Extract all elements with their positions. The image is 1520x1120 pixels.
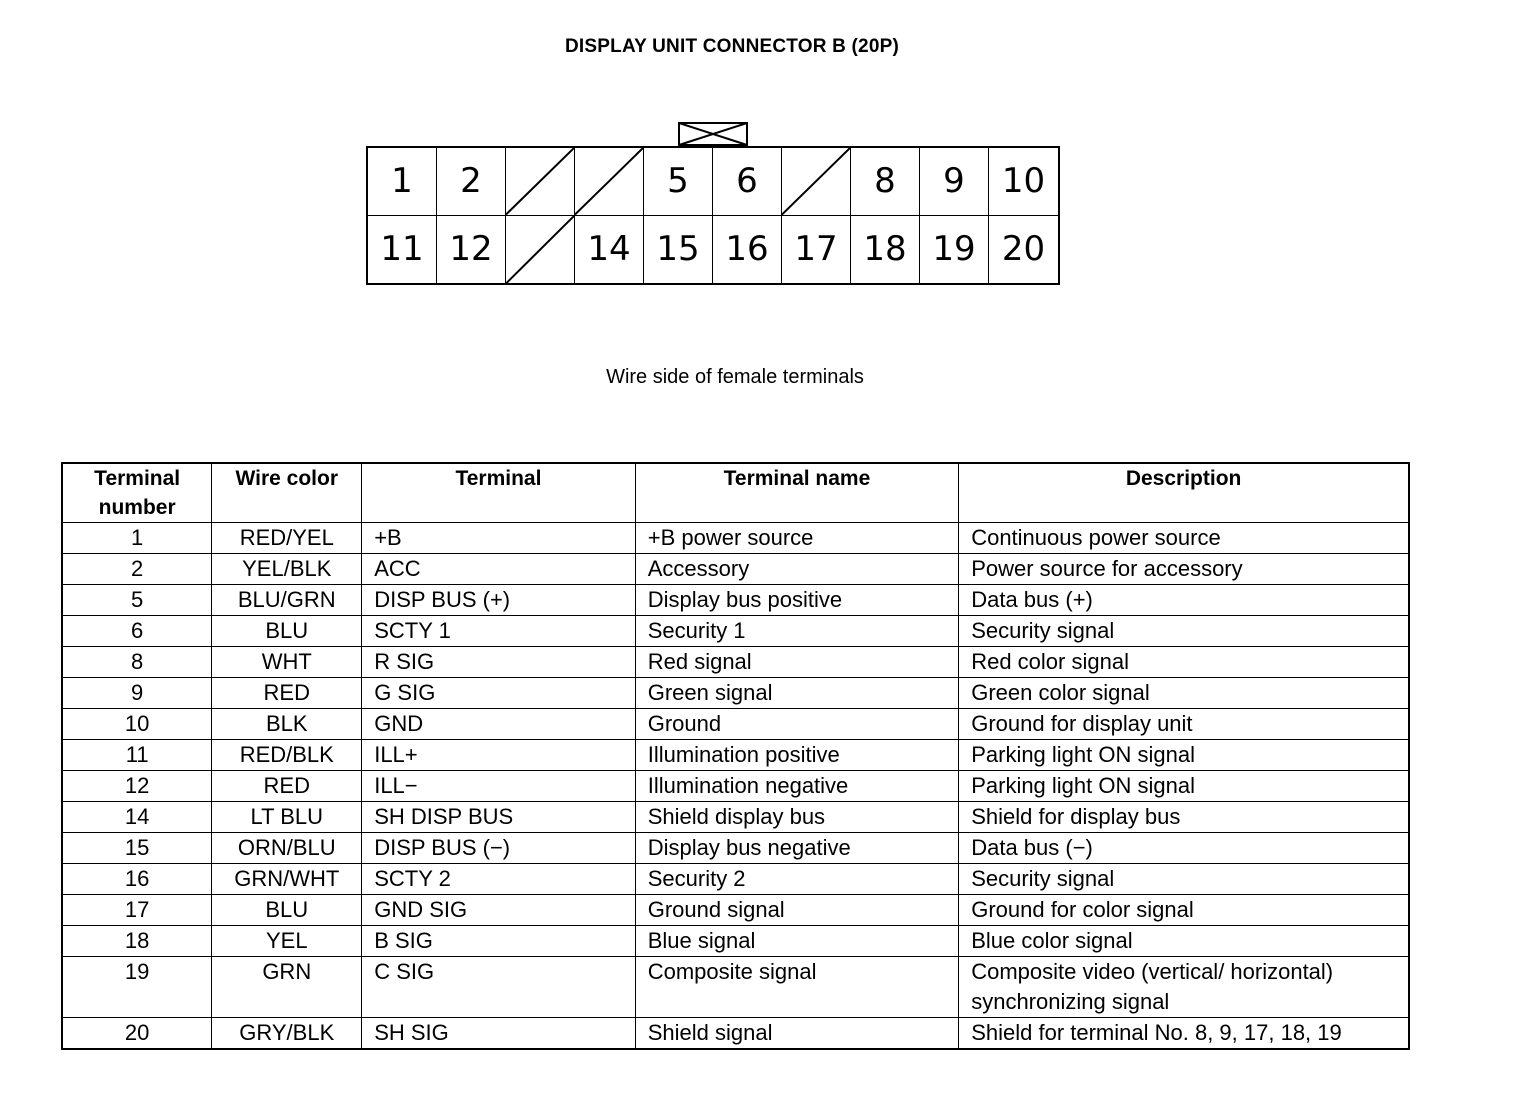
cell-terminal: ILL+ — [362, 740, 636, 771]
cell-terminal: SCTY 1 — [362, 616, 636, 647]
cell-wire-color: YEL/BLK — [212, 554, 362, 585]
header-terminal-name: Terminal name — [635, 463, 958, 523]
cell-description: Red color signal — [959, 647, 1409, 678]
cell-terminal: R SIG — [362, 647, 636, 678]
cell-description: Parking light ON signal — [959, 771, 1409, 802]
cell-wire-color: RED — [212, 771, 362, 802]
table-row — [62, 833, 1409, 864]
cell-wire-color: RED — [212, 678, 362, 709]
connector-caption: Wire side of female terminals — [606, 366, 864, 388]
connector-pin — [920, 216, 989, 284]
table-row — [62, 864, 1409, 895]
connector-cell-empty — [782, 148, 851, 216]
table-row — [62, 926, 1409, 957]
cell-terminal: B SIG — [362, 926, 636, 957]
table-row — [62, 523, 1409, 554]
cell-terminal-number: 8 — [62, 647, 212, 678]
connector-cell-empty — [575, 148, 644, 216]
connector-pin-label: 15 — [656, 229, 700, 270]
cell-description: Power source for accessory — [959, 554, 1409, 585]
cell-terminal-number: 1 — [62, 523, 212, 554]
table-header-row — [62, 463, 1409, 523]
connector-cell-empty — [506, 148, 575, 216]
cell-terminal: SCTY 2 — [362, 864, 636, 895]
cell-terminal-number: 11 — [62, 740, 212, 771]
connector-pin — [713, 148, 782, 216]
header-wire-color: Wire color — [212, 463, 362, 523]
connector-pin — [920, 148, 989, 216]
cell-terminal-name: Blue signal — [635, 926, 958, 957]
cell-wire-color: RED/BLK — [212, 740, 362, 771]
connector-pin-label: 8 — [874, 161, 896, 202]
cell-terminal-name: Ground signal — [635, 895, 958, 926]
connector-pin-label: 17 — [794, 229, 838, 270]
connector-pin — [782, 216, 851, 284]
cell-terminal: ACC — [362, 554, 636, 585]
cell-description: Green color signal — [959, 678, 1409, 709]
cell-terminal: DISP BUS (−) — [362, 833, 636, 864]
cell-terminal-number: 19 — [62, 957, 212, 1018]
table-row — [62, 678, 1409, 709]
cell-terminal: DISP BUS (+) — [362, 585, 636, 616]
cell-terminal: G SIG — [362, 678, 636, 709]
connector-pin-label: 16 — [725, 229, 769, 270]
table-row — [62, 647, 1409, 678]
connector-pin — [644, 148, 713, 216]
table-row — [62, 895, 1409, 926]
cell-terminal-name: Security 1 — [635, 616, 958, 647]
connector-diagram — [366, 146, 1060, 285]
cell-terminal-number: 6 — [62, 616, 212, 647]
cell-terminal-number: 15 — [62, 833, 212, 864]
connector-cell-empty — [506, 216, 575, 284]
cell-terminal-name: Display bus positive — [635, 585, 958, 616]
cell-terminal-name: Security 2 — [635, 864, 958, 895]
connector-pin — [437, 216, 506, 284]
connector-pin-label: 10 — [1001, 161, 1046, 202]
cell-terminal-number: 20 — [62, 1018, 212, 1050]
cell-wire-color: GRN/WHT — [212, 864, 362, 895]
connector-pin-label: 12 — [449, 229, 493, 270]
cell-terminal-number: 2 — [62, 554, 212, 585]
cell-wire-color: GRN — [212, 957, 362, 1018]
cell-description: Shield for display bus — [959, 802, 1409, 833]
cell-description: Data bus (+) — [959, 585, 1409, 616]
cell-terminal-number: 9 — [62, 678, 212, 709]
cell-terminal-number: 17 — [62, 895, 212, 926]
table-row — [62, 585, 1409, 616]
connector-pin-label: 11 — [380, 229, 424, 270]
cell-terminal-name: Display bus negative — [635, 833, 958, 864]
connector-pin — [989, 216, 1058, 284]
connector-pin-label: 20 — [1001, 229, 1046, 270]
cell-terminal: +B — [362, 523, 636, 554]
cell-terminal-number: 5 — [62, 585, 212, 616]
connector-pin-label: 18 — [863, 229, 907, 270]
connector-pin-label: 9 — [943, 161, 965, 202]
cell-terminal-number: 12 — [62, 771, 212, 802]
header-description: Description — [959, 463, 1409, 523]
connector-pin-label: 14 — [587, 229, 631, 270]
cell-description: Shield for terminal No. 8, 9, 17, 18, 19 — [959, 1018, 1409, 1050]
connector-pin — [713, 216, 782, 284]
connector-pin — [575, 216, 644, 284]
cell-terminal: C SIG — [362, 957, 636, 1018]
cell-terminal-name: Green signal — [635, 678, 958, 709]
cell-wire-color: YEL — [212, 926, 362, 957]
table-row — [62, 554, 1409, 585]
cell-terminal-name: Shield display bus — [635, 802, 958, 833]
cell-terminal-name: Shield signal — [635, 1018, 958, 1050]
table-row — [62, 616, 1409, 647]
connector-pin — [437, 148, 506, 216]
connector-pin — [368, 148, 437, 216]
connector-pin — [644, 216, 713, 284]
cell-wire-color: BLU/GRN — [212, 585, 362, 616]
cell-terminal-number: 14 — [62, 802, 212, 833]
cell-terminal-number: 18 — [62, 926, 212, 957]
cell-description: Blue color signal — [959, 926, 1409, 957]
cell-description: Composite video (vertical/ horizontal) synchronizing signal — [959, 957, 1409, 1018]
connector-pin-label: 2 — [460, 161, 482, 202]
cell-terminal: GND SIG — [362, 895, 636, 926]
cell-description: Ground for display unit — [959, 709, 1409, 740]
cell-wire-color: LT BLU — [212, 802, 362, 833]
cell-terminal: GND — [362, 709, 636, 740]
cell-description: Security signal — [959, 864, 1409, 895]
table-row — [62, 1018, 1409, 1050]
header-terminal: Terminal — [362, 463, 636, 523]
document-title: DISPLAY UNIT CONNECTOR B (20P) — [565, 36, 899, 57]
cell-terminal: SH SIG — [362, 1018, 636, 1050]
table-row — [62, 957, 1409, 1018]
cell-terminal-name: Composite signal — [635, 957, 958, 1018]
table-row — [62, 771, 1409, 802]
connector-pin-label: 6 — [736, 161, 758, 202]
cell-wire-color: GRY/BLK — [212, 1018, 362, 1050]
table-row — [62, 709, 1409, 740]
connector-pin-label: 5 — [667, 161, 689, 202]
header-terminal-number: Terminal number — [62, 463, 212, 523]
cell-description: Data bus (−) — [959, 833, 1409, 864]
connector-pin — [989, 148, 1058, 216]
cell-wire-color: BLU — [212, 616, 362, 647]
cell-description: Ground for color signal — [959, 895, 1409, 926]
connector-lock-tab — [678, 122, 748, 146]
cell-wire-color: WHT — [212, 647, 362, 678]
cell-terminal-number: 16 — [62, 864, 212, 895]
cell-terminal-number: 10 — [62, 709, 212, 740]
table-row — [62, 740, 1409, 771]
terminal-table — [61, 462, 1410, 1050]
cell-terminal-name: +B power source — [635, 523, 958, 554]
cell-wire-color: ORN/BLU — [212, 833, 362, 864]
cell-terminal-name: Illumination positive — [635, 740, 958, 771]
cell-description: Continuous power source — [959, 523, 1409, 554]
cell-terminal: SH DISP BUS — [362, 802, 636, 833]
cell-terminal-name: Accessory — [635, 554, 958, 585]
cell-wire-color: BLK — [212, 709, 362, 740]
table-row — [62, 802, 1409, 833]
cell-terminal-name: Illumination negative — [635, 771, 958, 802]
connector-pin — [851, 216, 920, 284]
cell-terminal: ILL− — [362, 771, 636, 802]
cell-wire-color: BLU — [212, 895, 362, 926]
cell-terminal-name: Ground — [635, 709, 958, 740]
cell-terminal-name: Red signal — [635, 647, 958, 678]
cell-description: Security signal — [959, 616, 1409, 647]
connector-pin-label: 1 — [391, 161, 413, 202]
connector-pin-label: 19 — [932, 229, 976, 270]
cell-description: Parking light ON signal — [959, 740, 1409, 771]
cell-wire-color: RED/YEL — [212, 523, 362, 554]
connector-pin — [368, 216, 437, 284]
connector-pin — [851, 148, 920, 216]
